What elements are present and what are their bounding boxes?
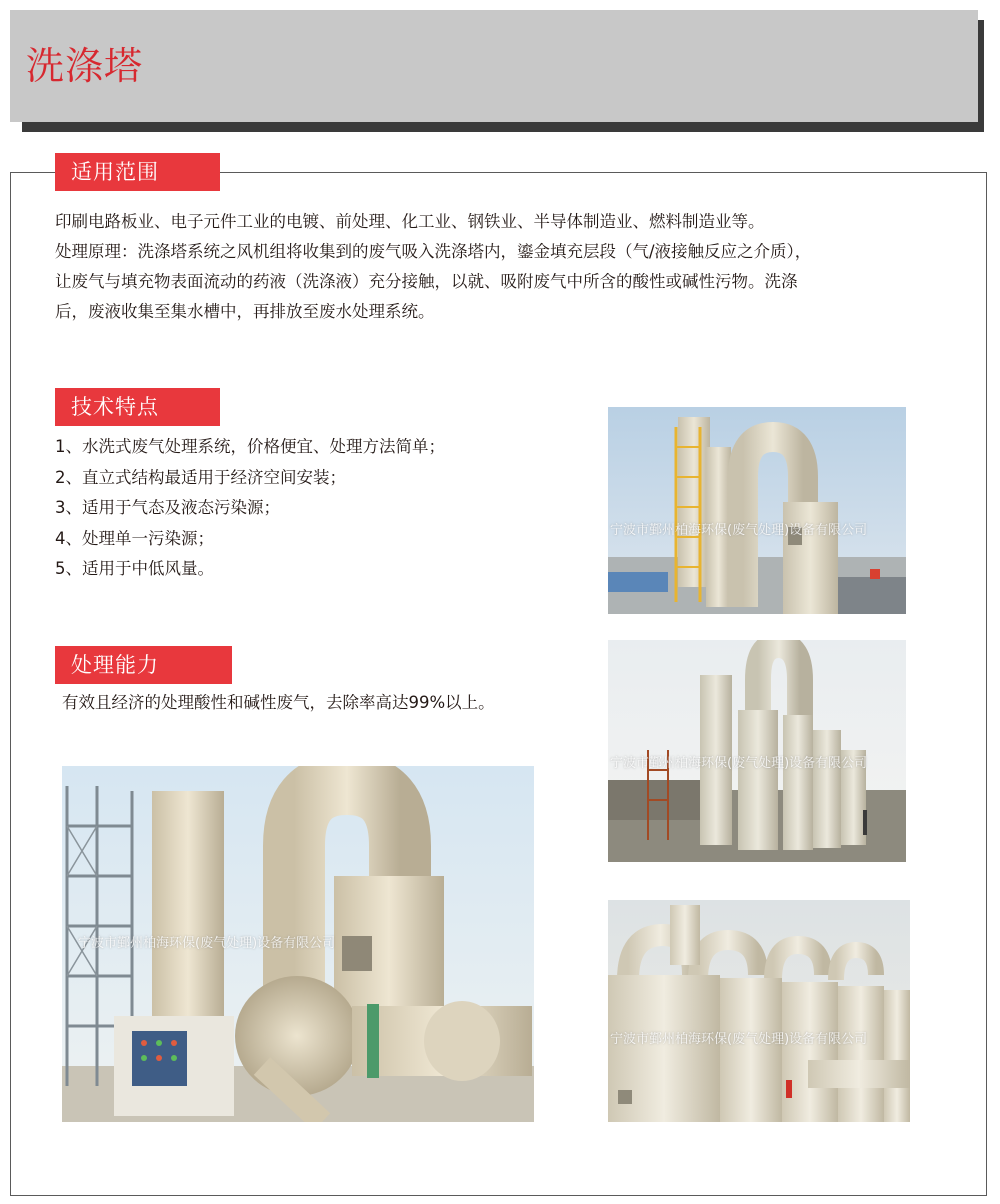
scrubber-photo-main (62, 766, 534, 1122)
photo-watermark: 宁波市鄞州柏海环保(废气处理)设备有限公司 (610, 523, 868, 538)
photo-watermark: 宁波市鄞州柏海环保(废气处理)设备有限公司 (610, 1032, 868, 1047)
title-banner (10, 10, 978, 122)
scope-paragraph (55, 207, 955, 327)
feature-item: 5、适用于中低风量。 (55, 559, 214, 578)
scrubber-photo-2 (608, 640, 906, 862)
feature-item: 1、水洗式废气处理系统，价格便宜、处理方法简单； (55, 437, 445, 456)
scope-line-2: 处理原理：洗涤塔系统之风机组将收集到的废气吸入洗涤塔内，鎏金填充层段（气/液接触反应之介质）， (55, 242, 812, 261)
photo-watermark: 宁波市鄞州柏海环保(废气处理)设备有限公司 (78, 936, 336, 951)
section-label-features: 技术特点 (55, 388, 220, 426)
feature-list (55, 432, 445, 585)
photo-watermark: 宁波市鄞州柏海环保(废气处理)设备有限公司 (610, 756, 868, 771)
capacity-text: 有效且经济的处理酸性和碱性废气，去除率高达99%以上。 (62, 693, 495, 712)
feature-item: 2、直立式结构最适用于经济空间安装； (55, 467, 346, 487)
scope-line-4: 后，废液收集至集水槽中，再排放至废水处理系统。 (55, 302, 435, 321)
scope-line-3: 让废气与填充物表面流动的药液（洗涤液）充分接触，以就、吸附废气中所含的酸性或碱性污物。洗涤 (55, 272, 798, 291)
feature-item: 4、处理单一污染源； (55, 528, 214, 548)
scrubber-photo-1 (608, 407, 906, 614)
feature-item: 3、适用于气态及液态污染源； (55, 498, 280, 517)
section-label-scope: 适用范围 (55, 153, 220, 191)
scope-line-1: 印刷电路板业、电子元件工业的电镀、前处理、化工业、钢铁业、半导体制造业、燃料制造业等。 (55, 212, 765, 231)
section-label-capacity: 处理能力 (55, 646, 232, 684)
scrubber-photo-3 (608, 900, 910, 1122)
page-title: 洗涤塔 (26, 44, 144, 88)
title-banner-shadow-right (978, 20, 984, 130)
title-banner-shadow (22, 122, 984, 132)
